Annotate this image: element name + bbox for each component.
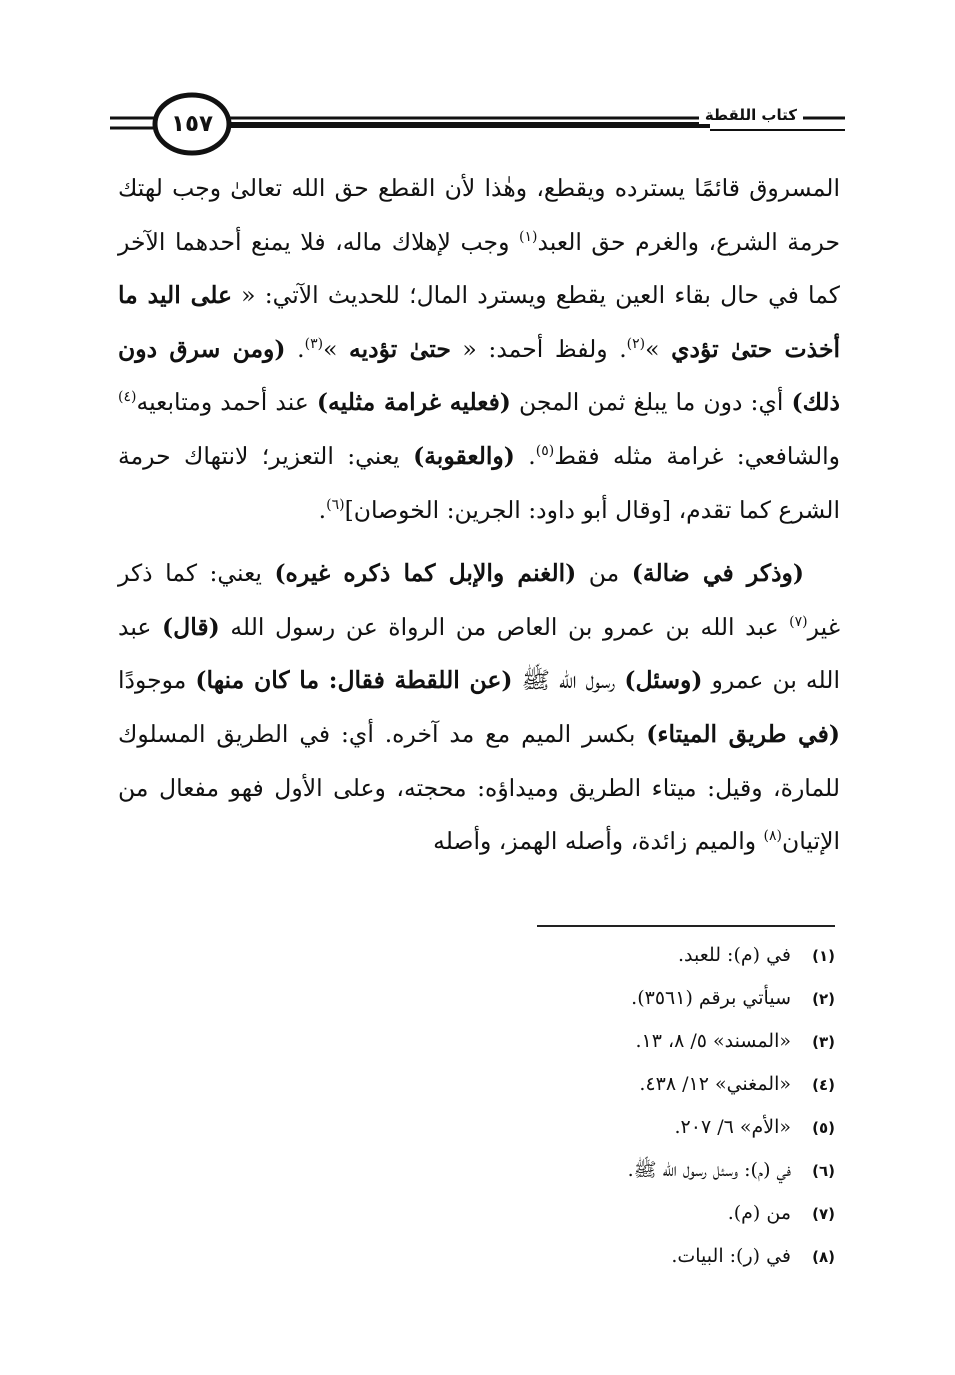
footnote-text: «الأم» ٦/ ٢٠٧. xyxy=(674,1116,791,1138)
footnote-ref[interactable]: (٦) xyxy=(326,496,345,513)
footnote-text: سيأتي برقم (٣٥٦١). xyxy=(631,987,791,1009)
matn-text: (فعليه غرامة مثليه) xyxy=(316,388,511,417)
footnote-text: «المغني» ١٢/ ٤٣٨. xyxy=(639,1073,791,1095)
footnote-item xyxy=(300,977,835,1020)
matn-text: (ومن سرق دون ذلك) xyxy=(118,334,841,417)
hadith-text: على اليد ما أخذت حتىٰ تؤدي xyxy=(118,281,840,363)
footnote-ref[interactable]: (٨) xyxy=(763,828,783,845)
footnote-item xyxy=(300,1063,835,1106)
footnote-number: (٨) xyxy=(812,1248,835,1266)
footnote-text: في (ر): البيات. xyxy=(671,1245,791,1267)
main-text xyxy=(118,162,840,869)
footnote-number: (٥) xyxy=(812,1119,835,1137)
matn-text: (قال) xyxy=(162,612,220,641)
footnote-number: (١) xyxy=(812,947,835,965)
footnote-number: (٧) xyxy=(812,1205,835,1223)
page-number: ١٥٧ xyxy=(170,111,214,137)
footnote-number: (٤) xyxy=(812,1076,835,1094)
footnote-number: (٦) xyxy=(812,1162,835,1180)
footnote-item xyxy=(300,1106,835,1149)
book-title: كتاب اللقطة xyxy=(699,106,803,124)
footnote-item xyxy=(300,1192,835,1235)
hadith-text: حتىٰ تؤديه xyxy=(349,334,451,363)
footnote-item xyxy=(300,934,835,977)
matn-text: (وسئل) xyxy=(624,666,703,695)
matn-text: (والعقوبة) xyxy=(413,441,515,470)
footnote-item xyxy=(300,1020,835,1063)
footnote-number: (٢) xyxy=(812,990,835,1008)
footnote-ref[interactable]: (٣) xyxy=(304,335,324,352)
footnote-ref[interactable]: (٤) xyxy=(118,389,137,406)
matn-text: (في طريق الميتاء) xyxy=(646,719,840,748)
footnote-text: في (م): للعبد. xyxy=(678,944,791,966)
matn-text: (وذكر في ضالة) xyxy=(631,559,804,588)
footnote-number: (٣) xyxy=(812,1033,835,1051)
footnote-item xyxy=(300,1235,835,1278)
matn-text: (عن اللقطة فقال: ما كان منها) xyxy=(195,666,513,695)
matn-text: (الغنم والإبل كما ذكره غيره) xyxy=(274,559,577,588)
footnote-ref[interactable]: (٢) xyxy=(626,335,646,352)
paragraph-2: (وذكر في ضالة) من (الغنم والإبل كما ذكره غيره) يعني: كما ذكر غير$^{(٧)}$ عبد الله بن عمرو بن العاص من الرواة عن رسول الله (قال) عبد الله بن عمرو (وسئل) رسول الله ﷺ (عن اللقطة فقال: ما كان منها) موجودًا (في طريق الميتاء) بكسر الميم مع مد آخره. أي: في الطريق المسلوك للمارة، وقيل: ميتاء الطريق وميداؤه: محجته، وعلى الأول فهو مفعال من الإتيان$^{(٨)}$ والميم زائدة، وأصله الهمز، وأصله xyxy=(118,559,840,856)
page-header xyxy=(110,92,845,156)
footnote-ref[interactable]: (٧) xyxy=(789,613,808,630)
footnote-text: في (م): وسئل رسول الله ﷺ. xyxy=(627,1159,791,1181)
footnotes-list xyxy=(300,934,835,1278)
footnote-text: «المسند» ٥/ ٨، ١٣. xyxy=(635,1030,791,1052)
footnote-ref[interactable]: (١) xyxy=(518,228,538,245)
footnote-ref[interactable]: (٥) xyxy=(535,443,555,460)
footnote-divider xyxy=(537,925,835,927)
paragraph-1: المسروق قائمًا يسترده ويقطع، وهٰذا لأن القطع حق الله تعالىٰ وجب لهتك حرمة الشرع، والغرم حق العبد$^{(١)}$ وجب لإهلاك ماله، فلا يمنع أحدهما الآخر كما في حال بقاء العين يقطع ويسترد المال؛ للحديث الآتي: « على اليد ما أخذت حتىٰ تؤدي »$^{(٢)}$. ولفظ أحمد: « حتىٰ تؤديه »$^{(٣)}$. (ومن سرق دون ذلك) أي: دون ما يبلغ ثمن المجن (فعليه غرامة مثليه) عند أحمد ومتابعيه$^{(٤)}$ والشافعي: غرامة مثله فقط$^{(٥)}$. (والعقوبة) يعني: التعزير؛ لانتهاك حرمة الشرع كما تقدم، [وقال أبو داود: الجرين: الخوصان]$^{(٦)}$. xyxy=(118,174,841,524)
footnote-text: من (م). xyxy=(727,1202,791,1224)
footnote-item xyxy=(300,1149,835,1192)
